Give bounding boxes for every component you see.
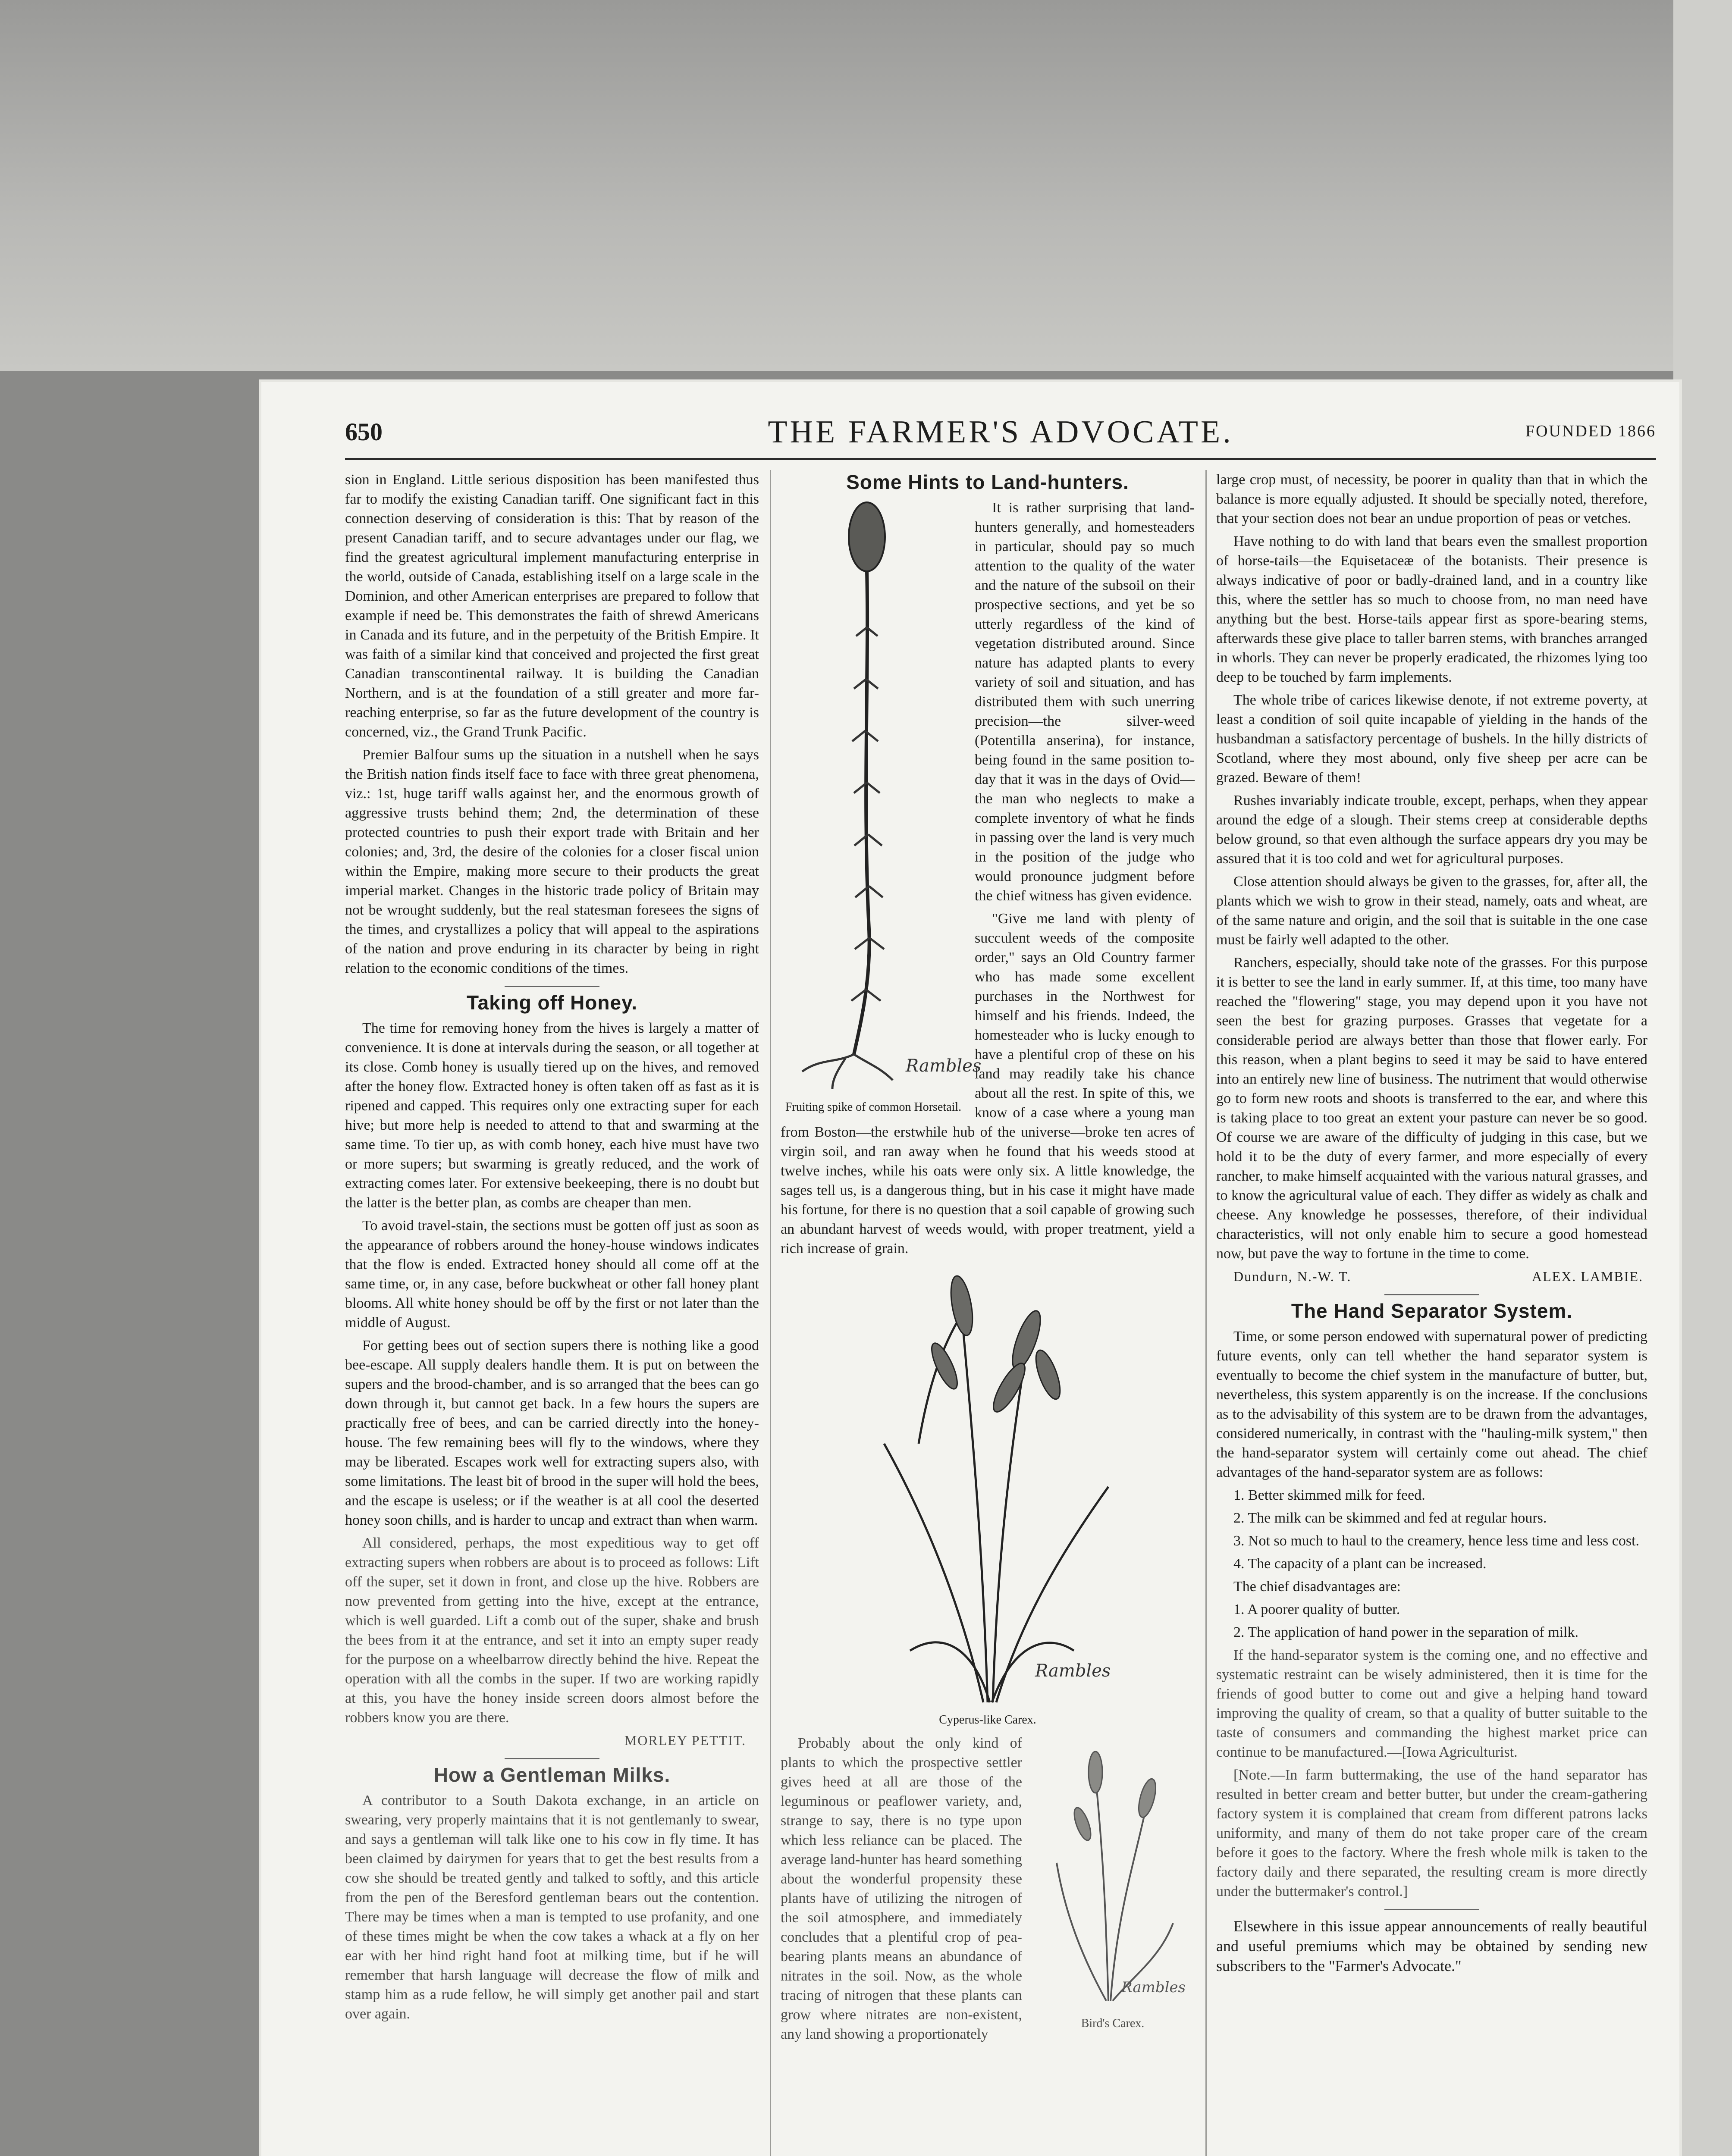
section-rule (505, 1758, 599, 1759)
figure-horsetail (781, 498, 982, 1115)
column-3 (1216, 470, 1647, 2156)
article-paragraph: A contributor to a South Dakota exchange, in an article on swearing, very properly maintains that it is not gentlemanly to swear, and says a gentleman will talk like one to his cow in fly time. It has been claimed by dairymen for years that to get the best results from a cow she should be treated gently and talked to softly, and this article from the pen of the Beresford gentleman bears out the contention. There may be times when a man is tempted to use profanity, and one of these times might be when the cow takes a whack at a fly on her ear with her hind right hand foot at milking time, but if he will remember that harsh language will decrease the flow of milk and stamp him as a rude fellow, he will simply get another pail and start over again. (345, 1792, 759, 2022)
section-rule (505, 986, 599, 987)
heading-hand-separator: The Hand Separator System. (1291, 1300, 1573, 1322)
column-2 (781, 470, 1195, 2156)
article-paragraph: sion in England. Little serious disposition has been manifested thus far to modify the existing Canadian tariff. One significant fact in this connection deserving of consideration is this: That by reason of the present Canadian tariff, and to secure advantages under our flag, we find the greatest agricultural implement manufacturing enterprise in the world, outside of Canada, establishing itself on a large scale in the Dominion, and other American enterprises are prepared to follow that example if need be. This demonstrates the faith of shrewd Americans in Canada and its future, and in the perpetuity of the British Empire. It was faith of a similar kind that conceived and projected the first great Canadian transcontinental railway. It is building the Canadian Northern, and is at the foundation of a still greater and more far-reaching enterprise, so far as the future development of the country is concerned, viz., the Grand Trunk Pacific. (345, 472, 759, 740)
article-paragraph: All considered, perhaps, the most expeditious way to get off extracting supers when robbers are about is to proceed as follows: Lift off the super, set it down in front, and close up the hive. Robbers are now prevented from getting into the hive, except at the entrance, which is well guarded. Lift a comb out of the super, shake and brush the bees from it at the entrance, and set it into an empty super ready for the purpose on a wheelbarrow directly behind the hive. Repeat the operation with all the combs in the super. If two are working rapidly at this, you have the honey inside screen doors almost before the robbers know you are there. (345, 1535, 759, 1726)
editor-note: [Note.—In farm buttermaking, the use of the hand separator has resulted in better cream and better butter, but under the cream-gathering factory system it is complained that cream from different patrons lacks uniformity, and many of them do not take proper care of the cream before it goes to the factory. Where the fresh whole milk is taken to the factory daily and there separated, the resulting cream is more directly under the buttermaker's control.] (1216, 1767, 1647, 1899)
list-heading: The chief disadvantages are: (1233, 1579, 1401, 1595)
column-1 (345, 470, 759, 2156)
list-item: 4. The capacity of a plant can be increased. (1233, 1556, 1487, 1572)
article-paragraph: "Give me land with plenty of succulent weeds of the composite order," says an Old Country farmer who has made some excellent purchases in the Northwest for himself and his friends. Indeed, the homesteader who is lucky enough to have a plentiful crop of these on his land may readily take his chance about all the rest. In spite of this, we know of a case where a young man from Boston—the erstwhile hub of the universe—broke ten acres of virgin soil, and ran away when he found that his weeds stood at twelve inches, while his oats were only six. A little knowledge, the sages tell us, is a dangerous thing, but in his case it might have made his fortune, for there is no question that a soil capable of growing such an abundant harvest of weeds would, with proper treatment, yield a rich increase of grain. (781, 911, 1195, 1257)
figure-caption: Cyperus-like Carex. (939, 1713, 1036, 1727)
article-paragraph: Close attention should always be given to the grasses, for, after all, the plants which we wish to grow in their stead, namely, oats and wheat, are of the same nature and origin, and the soil that is suitable in the one case must be fairly well adapted to the other. (1216, 874, 1647, 948)
header-rule (345, 458, 1656, 460)
list-item: 3. Not so much to haul to the creamery, hence less time and less cost. (1233, 1533, 1640, 1549)
page-header (345, 414, 1656, 453)
carex-illustration (832, 1263, 1143, 1711)
article-paragraph: To avoid travel-stain, the sections must be gotten off just as soon as the appearance of robbers around the honey-house windows indicates that the flow is ended. Extracted honey should all come off at the same time, or, in any case, before buckwheat or other fall honey plant blooms. All white honey should be off by the first or not later than the middle of August. (345, 1218, 759, 1331)
column-separator (770, 470, 771, 2156)
article-paragraph: large crop must, of necessity, be poorer in quality than that in which the balance is more equally adjusted. It should be specially noted, therefore, that your section does not bear an undue proportion of peas or vetches. (1216, 472, 1647, 526)
premiums-notice: Elsewhere in this issue appear announcements of really beautiful and useful premiums which may be obtained by sending new subscribers to the "Farmer's Advocate." (1216, 1918, 1647, 1974)
list-item: 2. The application of hand power in the separation of milk. (1233, 1624, 1579, 1640)
author-signature (1233, 1267, 1643, 1286)
signature-name: ALEX. LAMBIE. (1532, 1269, 1643, 1284)
list-item: 1. Better skimmed milk for feed. (1233, 1487, 1425, 1503)
author-signature: MORLEY PETTIT. (624, 1733, 746, 1748)
page-number: 650 (345, 418, 383, 446)
figure-caption: Fruiting spike of common Horsetail. (785, 1100, 962, 1114)
birds-carex-illustration (1031, 1733, 1190, 2009)
article-paragraph: Probably about the only kind of plants to which the prospective settler gives heed at all are those of the leguminous or peaflower variety, and, strange to say, there is no type upon which less reliance can be placed. The average land-hunter has heard something about the wonderful propensity these plants have of utilizing the nitrogen of the soil atmosphere, and immediately concludes that a plentiful crop of pea-bearing plants means an abundance of nitrates in the soil. Now, as the whole tracing of nitrogen that these plants can grow where nitrates are non-existent, any land showing a proportionately (781, 1735, 1022, 2042)
figure-caption: Bird's Carex. (1081, 2017, 1145, 2030)
section-rule (1384, 1294, 1479, 1295)
list-item: 2. The milk can be skimmed and fed at regular hours. (1233, 1510, 1547, 1526)
article-paragraph: If the hand-separator system is the coming one, and no effective and systematic restraint can be wisely administered, then it is time for the friends of good butter to come out and give a helping hand toward improving the quality of cream, so that a quality of butter suitable to the taste of consumers and commanding the highest market price can continue to be manufactured.—[Iowa Agriculturist. (1216, 1647, 1647, 1760)
article-paragraph: For getting bees out of section supers there is nothing like a good bee-escape. All supply dealers handle them. It is put on between the supers and the brood-chamber, and is so arranged that the bees can go down through it, but cannot get back. In a few hours the supers are practically free of bees, and can be carried directly into the honey-house. The few remaining bees will fly to the windows, where they may be liberated. Escapes work well for extracting supers also, with some limitations. The least bit of brood in the super will hold the bees, and the escape is useless; or if the weather is at all cool the deserted honey soon chills, and is harder to uncap and extract than when warm. (345, 1338, 759, 1528)
article-paragraph: Ranchers, especially, should take note of the grasses. For this purpose it is better to see the land in early summer. If, at this time, too many have reached the "flowering" stage, you may depend upon it you have not seen the best for grazing purposes. Grasses that vegetate for a considerable period are always better than those that flower early. For this reason, when a plant begins to seed it may be said to have entered into an entirely new line of business. The nutriment that would otherwise go to form new roots and shoots is transferred to the ear, and where this is taking place to too great an extent your pasture can never be so good. Of course we are aware of the difficulty of judging in this case, but we hold it to be the duty of every farmer, and more especially of every rancher, to make himself acquainted with the various natural grasses, and to know the agricultural value of each. They differ as widely as chalk and cheese. Any knowledge he possesses, therefore, of their individual characteristics, will not only enable him to secure a good homestead now, but pave the way to fortune in the time to come. (1216, 955, 1647, 1262)
article-paragraph: Have nothing to do with land that bears even the smallest proportion of horse-tails—the Equisetaceæ of the botanists. Their presence is always indicative of poor or badly-drained land, and in a country like this, where the settler has so much to choose from, no man need have anything but the best. Horse-tails appear first as spore-bearing stems, afterwards these give place to taller barren stems, with branches arranged in whorls. They can never be properly eradicated, the rhizomes lying too deep to be touched by farm implements. (1216, 533, 1647, 685)
founded-line: FOUNDED 1866 (1525, 422, 1656, 440)
scan-margin-right (1673, 0, 1732, 2156)
artist-signature: Rambles (1121, 1979, 1186, 1996)
heading-taking-off-honey: Taking off Honey. (466, 991, 638, 1014)
article-paragraph: The whole tribe of carices likewise denote, if not extreme poverty, at least a condition of soil quite incapable of yielding in the hands of the husbandman a satisfactory percentage of bushels. In the hilly districts of Scotland, where they most abound, only five sheep per acre can be grazed. Beware of them! (1216, 692, 1647, 786)
column-separator (1205, 470, 1207, 2156)
figure-cyperus-carex (781, 1263, 1195, 1727)
masthead-title: THE FARMER'S ADVOCATE. (768, 414, 1233, 450)
article-paragraph: It is rather surprising that land-hunters generally, and homesteaders in particular, should pay so much attention to the quality of the water and the nature of the subsoil on their prospective sections, and yet be so utterly regardless of the kind of vegetation distributed around. Since nature has adapted plants to every variety of soil and situation, and has distributed them with such unerring precision—the silver-weed (Potentilla anserina), for instance, being found in the same position to-day that it was in the days of Ovid—the man who neglects to make a complete inventory of what he finds in passing over the land is very much in the position of the judge who would pronounce judgment before the chief witness has given evidence. (975, 500, 1195, 904)
heading-hints-land-hunters: Some Hints to Land-hunters. (846, 471, 1129, 493)
article-paragraph: Rushes invariably indicate trouble, except, perhaps, when they appear around the edge of a slough. Their stems creep at considerable depths below ground, so that even although the surface appears dry you may be assured that it is too cold and wet for agricultural purposes. (1216, 793, 1647, 867)
signature-place: Dundurn, N.-W. T. (1233, 1269, 1352, 1284)
list-item: 1. A poorer quality of butter. (1233, 1601, 1400, 1617)
horsetail-illustration (781, 498, 982, 1093)
heading-gentleman-milks: How a Gentleman Milks. (433, 1764, 671, 1786)
newspaper-page (259, 379, 1682, 2156)
artist-signature: Rambles (906, 1056, 982, 1076)
scan-margin-top (0, 0, 1732, 371)
article-paragraph: Premier Balfour sums up the situation in a nutshell when he says the British nation finds itself face to face with three great phenomena, viz.: 1st, huge tariff walls against her, and the enormous growth of aggressive trusts behind them; 2nd, the determination of these protected countries to push their export trade with Britain and her colonies; and, 3rd, the desire of the colonies for a closer fiscal union within the Empire, making more secure to their products the great imperial market. Changes in the historic trade policy of Britain may not be wrought suddenly, but the real statesman foresees the signs of the times, and crystallizes a policy that will appeal to the aspirations of the nation and prove enduring in its character by being in right relation to the economic conditions of the times. (345, 747, 759, 976)
artist-signature: Rambles (1035, 1661, 1111, 1681)
figure-birds-carex (1031, 1733, 1195, 2031)
article-paragraph: The time for removing honey from the hives is largely a matter of convenience. It is done at intervals during the season, or all together at its close. Comb honey is usually tiered up on the hives, and removed after the honey flow. Extracted honey is often taken off as fast as it is ripened and capped. This requires only one extracting super for each hive; but more help is needed to attend to that and swarming at the same time. To tier up, as with comb honey, each hive must have two or more supers; but swarming is greatly reduced, and the work of extracting comes later. For extensive beekeeping, there is no doubt but the latter is the better plan, as combs are cheaper than men. (345, 1020, 759, 1211)
article-paragraph: Time, or some person endowed with supernatural power of predicting future events, only can tell whether the hand separator system is eventually to become the chief system in the manufacture of butter, but, nevertheless, this system apparently is on the increase. If the conclusions as to the advisability of this system are to be drawn from the advantages, considered numerically, in contrast with the "hauling-milk system," then the hand-separator system will certainly come out ahead. The chief advantages of the hand-separator system are as follows: (1216, 1329, 1647, 1480)
section-rule (1384, 1909, 1479, 1910)
